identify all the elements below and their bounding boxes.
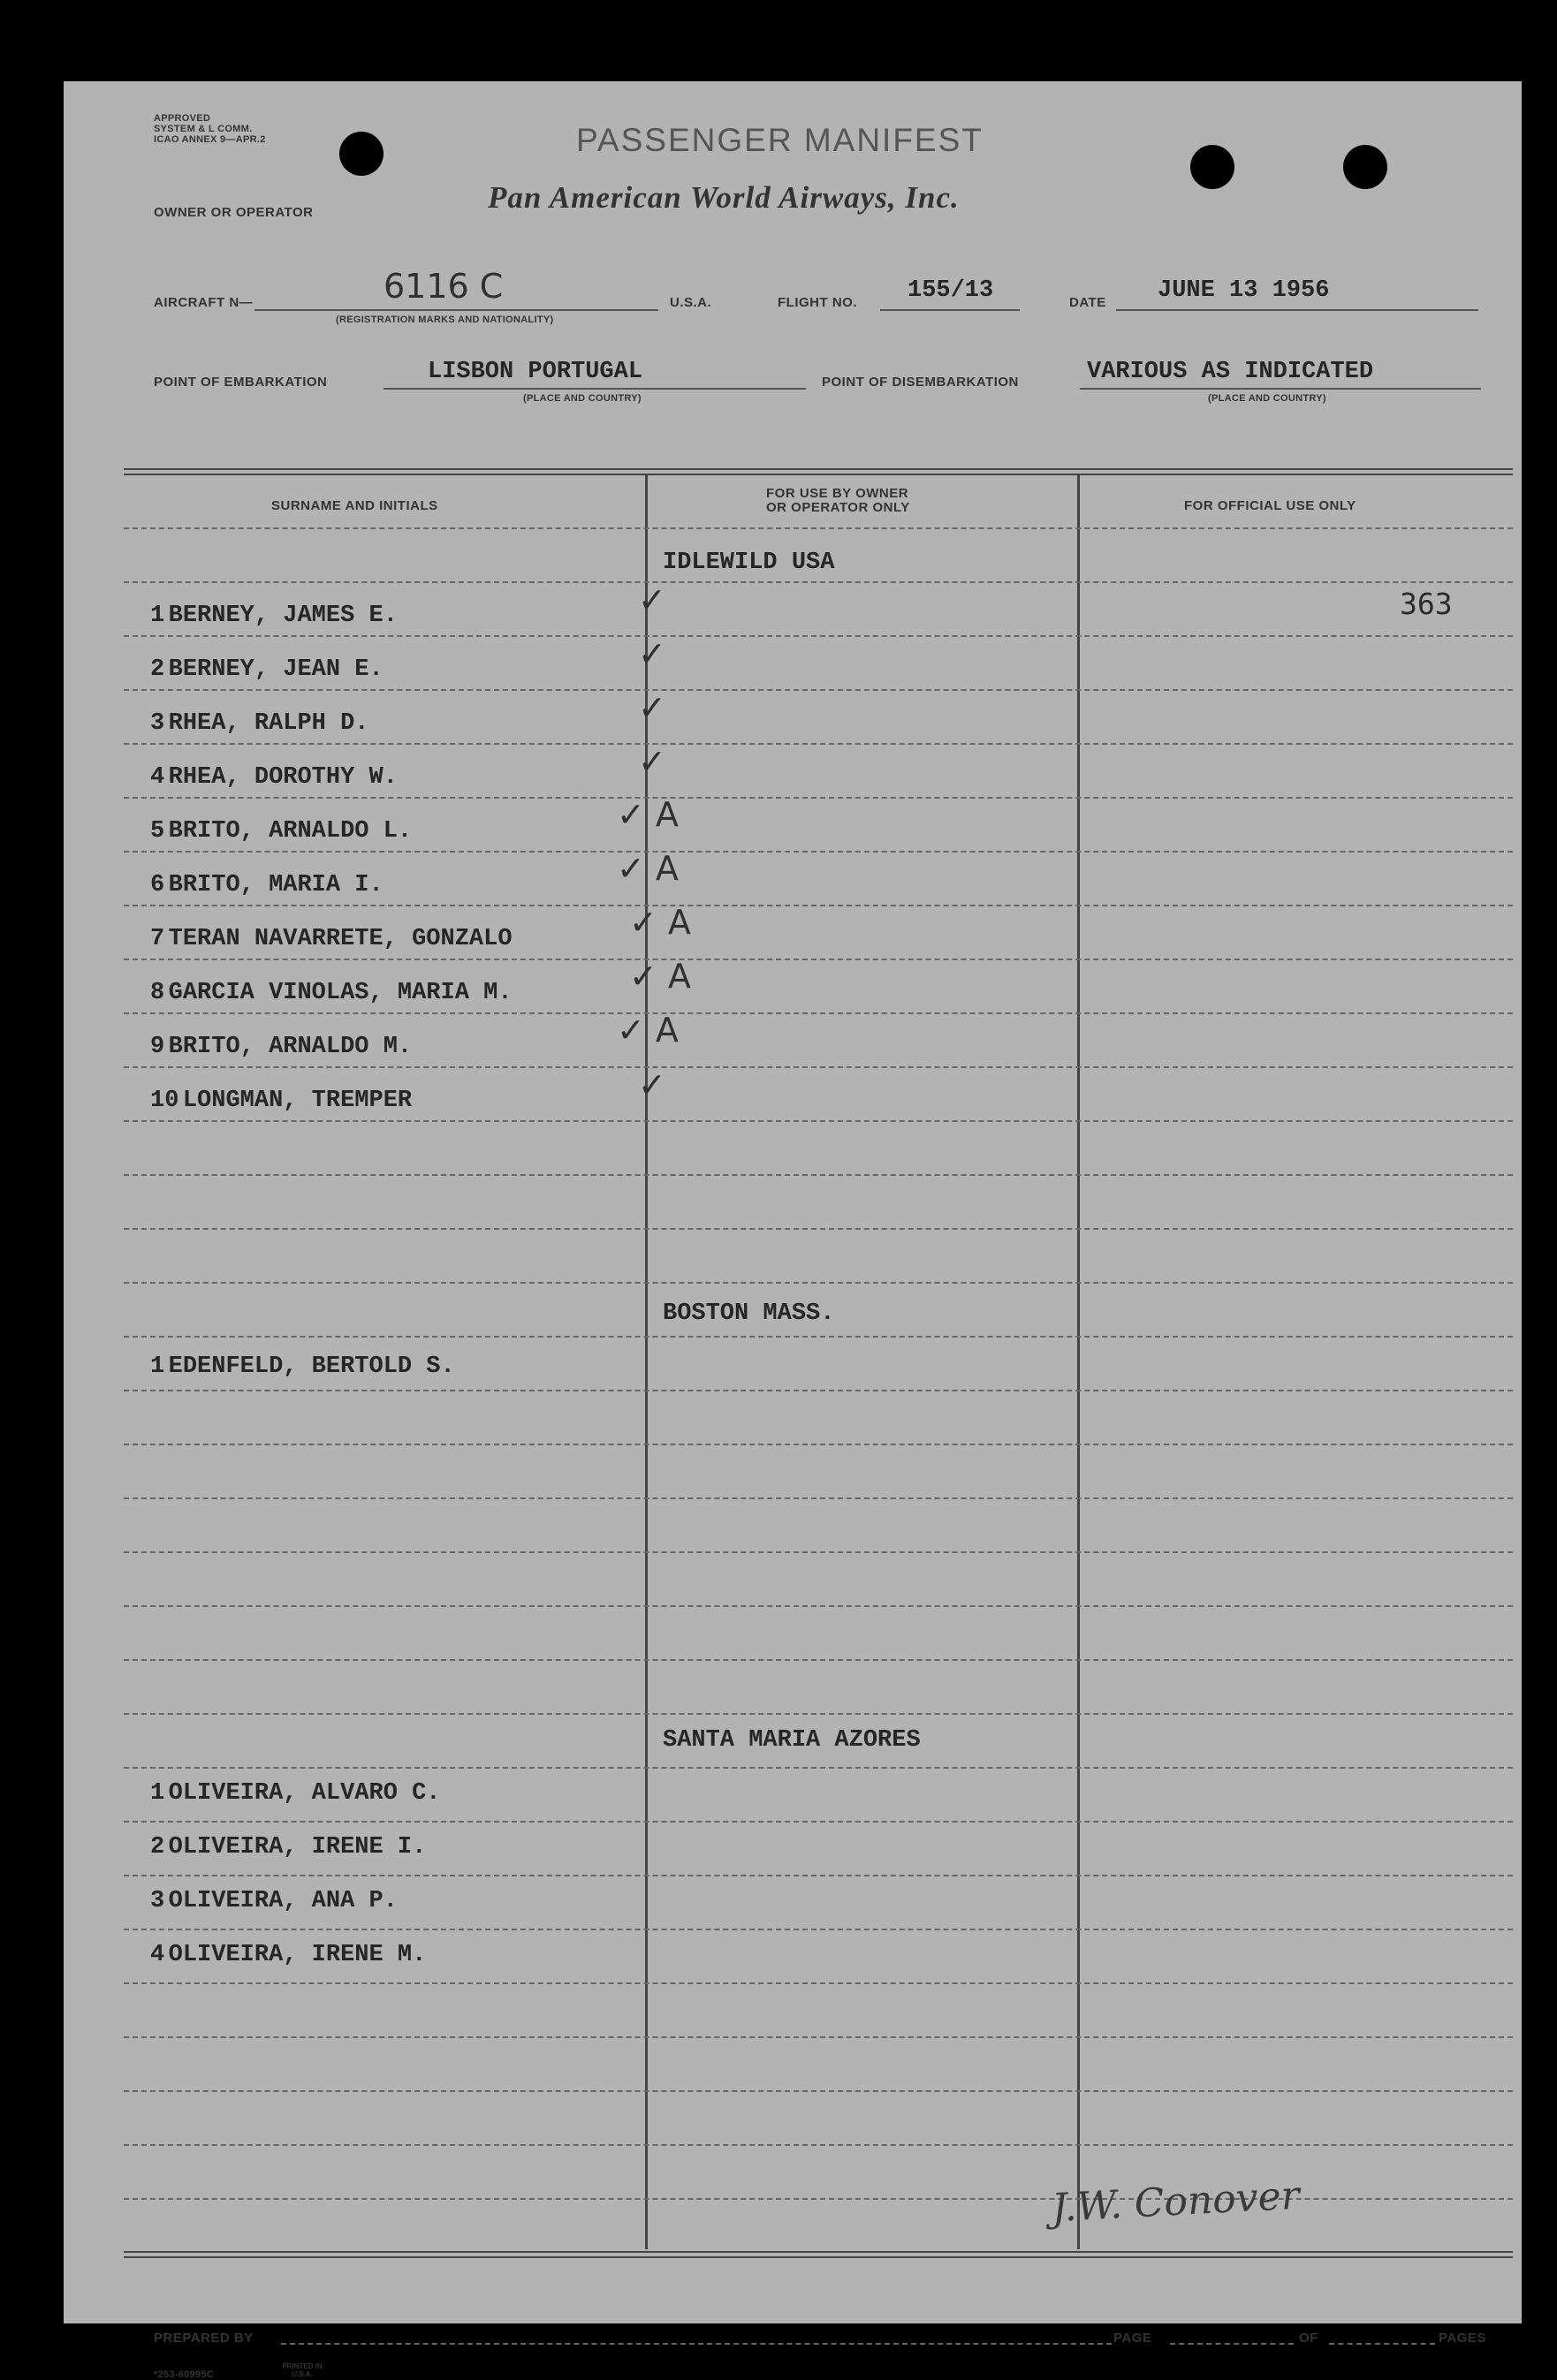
disembark-note: (PLACE AND COUNTRY) [1208, 393, 1326, 404]
check-mark: ✓ [638, 580, 666, 619]
check-mark: ✓ [638, 688, 666, 727]
destination-heading: BOSTON MASS. [663, 1300, 835, 1327]
ruled-line [124, 1875, 1513, 1876]
form-title: PASSENGER MANIFEST [576, 122, 984, 158]
ruled-line [124, 1982, 1513, 1984]
passenger-name: BERNEY, JAMES E. [168, 603, 398, 629]
approval-line: APPROVED [154, 113, 211, 124]
punch-hole [339, 132, 384, 176]
ruled-line [124, 1066, 1513, 1068]
passenger-name: BRITO, ARNALDO L. [168, 818, 413, 845]
passenger-row [150, 1942, 426, 1968]
destination-heading: SANTA MARIA AZORES [663, 1727, 921, 1754]
passenger-number: 1 [150, 603, 165, 629]
table-top-rule [124, 468, 1513, 475]
check-mark: ✓ [638, 742, 666, 781]
passenger-name: OLIVEIRA, ALVARO C. [168, 1780, 441, 1807]
flight-underline [880, 309, 1020, 311]
ruled-line [124, 1551, 1513, 1553]
aircraft-value: 6116 C [384, 267, 504, 306]
check-mark: ✓ A [629, 957, 691, 996]
passenger-row [150, 710, 369, 737]
registration-note: (REGISTRATION MARKS AND NATIONALITY) [336, 315, 554, 325]
passenger-number: 1 [150, 1780, 165, 1807]
prepared-by-underline [281, 2343, 1112, 2345]
ruled-line [124, 2198, 1513, 2200]
passenger-name: RHEA, RALPH D. [168, 710, 369, 737]
ruled-line [124, 905, 1513, 906]
ruled-line [124, 959, 1513, 960]
ruled-line [124, 1659, 1513, 1661]
column-header-official: FOR OFFICIAL USE ONLY [1184, 498, 1356, 513]
column-header-names: SURNAME AND INITIALS [271, 498, 438, 513]
passenger-number: 8 [150, 980, 165, 1006]
passenger-number: 5 [150, 818, 165, 845]
check-mark: ✓ [638, 1065, 666, 1104]
check-mark: ✓ A [617, 849, 679, 888]
embark-note: (PLACE AND COUNTRY) [523, 393, 642, 404]
punch-hole [1343, 145, 1387, 189]
check-mark: ✓ [638, 634, 666, 673]
check-mark: ✓ A [617, 1011, 679, 1050]
ruled-line [124, 635, 1513, 637]
embark-label: POINT OF EMBARKATION [154, 375, 328, 390]
passenger-number: 4 [150, 764, 165, 791]
ruled-line [124, 1767, 1513, 1769]
ruled-line [124, 743, 1513, 745]
passenger-name: BRITO, MARIA I. [168, 872, 384, 898]
ruled-line [124, 1713, 1513, 1715]
signature [1051, 2173, 1301, 2232]
passenger-name: OLIVEIRA, ANA P. [168, 1888, 398, 1914]
passenger-name: RHEA, DOROTHY W. [168, 764, 398, 791]
ruled-line [124, 797, 1513, 799]
form-code: *253-60995C [154, 2369, 215, 2380]
passenger-number: 2 [150, 1834, 165, 1861]
column-header-owner: FOR USE BY OWNER [766, 486, 909, 501]
date-label: DATE [1069, 295, 1106, 310]
passenger-number: 9 [150, 1034, 165, 1060]
ruled-line [124, 1497, 1513, 1499]
table-bottom-rule [124, 2251, 1513, 2258]
passenger-number: 2 [150, 656, 165, 683]
ruled-line [124, 2090, 1513, 2092]
passenger-row [150, 818, 412, 845]
passenger-name: OLIVEIRA, IRENE M. [168, 1942, 427, 1968]
passenger-row [150, 872, 384, 898]
passenger-row [150, 656, 384, 683]
passenger-number: 1 [150, 1353, 165, 1380]
passenger-number: 7 [150, 926, 165, 952]
passenger-name: EDENFELD, BERTOLD S. [168, 1353, 455, 1380]
ruled-line [124, 1120, 1513, 1122]
passenger-row [150, 1780, 441, 1807]
passenger-row [150, 1834, 426, 1861]
flight-value: 155/13 [908, 277, 994, 304]
passenger-row [150, 603, 398, 629]
passenger-row [150, 1353, 455, 1380]
ruled-line [124, 689, 1513, 691]
passenger-name: OLIVEIRA, IRENE I. [168, 1834, 427, 1861]
approval-line: ICAO ANNEX 9—APR.2 [154, 134, 266, 145]
passenger-row [150, 980, 513, 1006]
page-underline [1170, 2343, 1294, 2345]
passenger-row [150, 1088, 412, 1114]
aircraft-underline [254, 309, 658, 311]
pages-label: PAGES [1439, 2331, 1486, 2346]
passenger-number: 3 [150, 710, 165, 737]
printed-in-usa: PRINTED IN U.S.A. [282, 2362, 323, 2378]
operator-name: Pan American World Airways, Inc. [488, 180, 960, 215]
ruled-line [124, 581, 1513, 583]
passenger-row [150, 1034, 412, 1060]
usa-label: U.S.A. [670, 295, 712, 310]
passenger-name: BRITO, ARNALDO M. [168, 1034, 413, 1060]
ruled-line [124, 1929, 1513, 1930]
approval-line: SYSTEM & L COMM. [154, 124, 253, 134]
owner-label: OWNER OR OPERATOR [154, 205, 314, 220]
passenger-name: GARCIA VINOLAS, MARIA M. [168, 980, 513, 1006]
ruled-line [124, 851, 1513, 853]
ruled-line [124, 1282, 1513, 1284]
disembark-underline [1080, 388, 1481, 390]
of-underline [1329, 2343, 1435, 2345]
ruled-line [124, 1228, 1513, 1230]
ruled-line [124, 1174, 1513, 1176]
date-value: JUNE 13 1956 [1158, 277, 1330, 304]
flight-label: FLIGHT NO. [778, 295, 857, 310]
passenger-number: 10 [150, 1088, 179, 1114]
aircraft-label: AIRCRAFT N— [154, 295, 254, 310]
passenger-number: 6 [150, 872, 165, 898]
disembark-label: POINT OF DISEMBARKATION [822, 375, 1019, 390]
passenger-name: BERNEY, JEAN E. [168, 656, 384, 683]
prepared-by-label: PREPARED BY [154, 2331, 254, 2346]
ruled-line [124, 1336, 1513, 1338]
date-underline [1116, 309, 1478, 311]
ruled-line [124, 1012, 1513, 1014]
ruled-line [124, 1444, 1513, 1445]
embark-value: LISBON PORTUGAL [428, 359, 643, 385]
passenger-name: TERAN NAVARRETE, GONZALO [168, 926, 513, 952]
ruled-line [124, 1390, 1513, 1391]
check-mark: ✓ A [617, 795, 679, 834]
passenger-row [150, 764, 398, 791]
passenger-row [150, 1888, 398, 1914]
passenger-row [150, 926, 513, 952]
of-label: OF [1299, 2331, 1318, 2346]
ruled-line [124, 527, 1513, 529]
ruled-line [124, 1605, 1513, 1607]
disembark-value: VARIOUS AS INDICATED [1087, 359, 1374, 385]
column-header-owner: OR OPERATOR ONLY [766, 500, 910, 515]
passenger-number: 3 [150, 1888, 165, 1914]
ruled-line [124, 2144, 1513, 2146]
check-mark: ✓ A [629, 903, 691, 942]
passenger-number: 4 [150, 1942, 165, 1968]
signature-text: J.W. Conover [1050, 2172, 1301, 2232]
punch-hole [1190, 145, 1234, 189]
embark-underline [384, 388, 806, 390]
page-label: PAGE [1113, 2331, 1152, 2346]
ruled-line [124, 1821, 1513, 1823]
manifest-sheet [64, 81, 1522, 2380]
passenger-name: LONGMAN, TREMPER [182, 1088, 413, 1114]
ruled-line [124, 2036, 1513, 2038]
official-number: 363 [1400, 587, 1453, 621]
destination-heading: IDLEWILD USA [663, 550, 835, 576]
